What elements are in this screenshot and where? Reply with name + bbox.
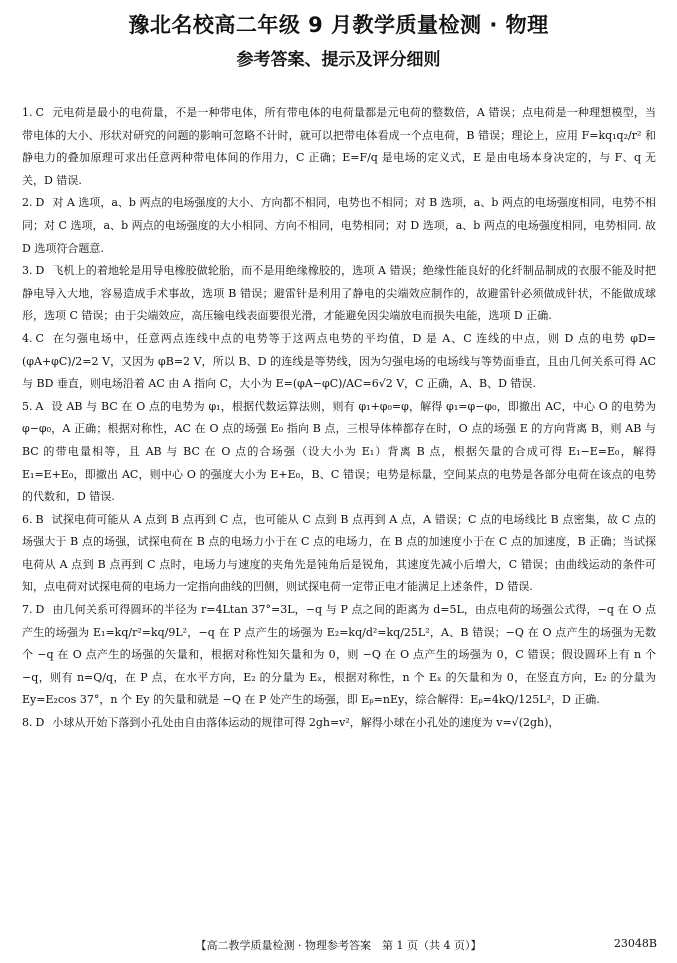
question-7 [22,599,656,712]
footer-label: 【高二教学质量检测 · 物理参考答案 第 1 页（共 4 页）】 [195,939,482,952]
question-number: 2. [22,196,33,210]
question-explanation: 试探电荷可能从 A 点到 B 点再到 C 点，也可能从 C 点到 B 点再到 A 点，A 错误；C 点的电场线比 B 点密集，故 C 点的场强大于 B 点的场强，试探电荷在 B 点的电场力小于在 C 点的电场力，在 B 点的加速度小于在 C 点的加速度，B 正确；当试探电荷从 A 点到 B 点再到 C 点时，电场力与速度的夹角先是钝角后是锐角，其速度先减小后增大，C 错误；由曲线运动的条件可知，点电荷对试探电荷的电场力一定指向曲线的凹侧，则试探电荷一定带正电才能满足上述条件，D 错误. [22,512,656,594]
question-answer: D [35,716,45,730]
question-answer: C [35,331,44,345]
question-number: 5. [22,399,33,413]
question-1 [22,102,656,192]
question-answer: A [35,399,44,413]
question-number: 4. [22,331,33,345]
question-answer: D [35,264,45,278]
question-4 [22,328,656,396]
question-number: 7. [22,603,33,617]
question-explanation: 在匀强电场中，任意两点连线中点的电势等于这两点电势的平均值，D 是 A、C 连线的中点，则 D 点的电势 φD=(φA+φC)/2=2 V，又因为 φB=2 V，所以 B、D 的连线是等势线，因为匀强电场的电场线与等势面垂直，且由几何关系可得 AC 与 BD 垂直，则电场沿着 AC 由 A 指向 C，大小为 E=(φA−φC)/AC=6√2 V，C 正确，A、B、D 错误. [22,331,656,391]
question-2 [22,192,656,260]
question-number: 1. [22,106,33,119]
footer-code: 23048B [613,937,657,950]
page-title: 豫北名校高二年级 9 月教学质量检测 · 物理 [128,13,549,37]
answer-list [22,102,656,735]
question-3 [22,260,656,328]
question-explanation: 设 AB 与 BC 在 O 点的电势为 φ₁，根据代数运算法则，则有 φ₁+φ₀=φ，解得 φ₁=φ−φ₀，即撤出 AC，中心 O 的电势为 φ−φ₀，A 正确；根据对称性，AC 在 O 点的场强 E₀ 指向 B 点，三根导体棒都存在时，O 点的场强 E 的方向背离 B，则 AB 与 BC 的带电量相等，且 AB 与 BC 在 O 点的合场强（设大小为 E₁）背离 B 点，根据矢量的合成可得 E₁−E=E₀，解得 E₁=E+E₀，即撤出 AC，则中心 O 的强度大小为 E+E₀，B、C 错误；电势是标量，空间某点的电势是各部分电荷在该点的电势的代数和，D 错误. [22,399,656,504]
question-number: 3. [22,264,33,278]
page-subtitle: 参考答案、提示及评分细则 [236,50,441,70]
question-answer: B [35,512,44,526]
question-number: 6. [22,512,33,526]
question-explanation: 元电荷是最小的电荷量，不是一种带电体，所有带电体的电荷量都是元电荷的整数倍，A 错误；点电荷是一种理想模型，当带电体的大小、形状对研究的问题的影响可忽略不计时，就可以把带电体看成一个点电荷，B 错误；理论上，应用 F=kq₁q₂/r² 和静电力的叠加原理可求出任意两种带电体间的作用力，C 正确；E=F/q 是电场的定义式，E 是由电场本身决定的，与 F、q 无关，D 错误. [22,106,656,187]
question-8 [22,712,656,735]
question-explanation: 由几何关系可得圆环的半径为 r=4Ltan 37°=3L，−q 与 P 点之间的距离为 d=5L，由点电荷的场强公式得，−q 在 O 点产生的场强为 E₁=kq/r²=kq/9L²，−q 在 P 点产生的场强为 E₂=kq/d²=kq/25L²，A、B 错误；−Q 在 O 点产生的场强为无数个 −q 在 O 点产生的场强的矢量和，根据对称性知矢量和为 0，则 −Q 在 O 点产生的场强为 0，C 错误；假设圆环上有 n 个 −q，则有 n=Q/q，在 P 点，在水平方向，E₂ 的分量为 Eₓ，根据对称性，n 个 Eₓ 的矢量和为 0，在竖直方向，E₂ 的分量为 Ey=E₂cos 37°，n 个 Ey 的矢量和就是 −Q 在 P 处产生的场强，即 Eₚ=nEy，综合解得：Eₚ=4kQ/125L²，D 正确. [22,603,656,707]
question-answer: C [35,106,44,119]
question-explanation: 小球从开始下落到小孔处由自由落体运动的规律可得 2gh=v²，解得小球在小孔处的速度为 v=√(2gh)， [52,716,560,730]
question-explanation: 对 A 选项，a、b 两点的电场强度的大小、方向都不相同，电势也不相同；对 B 选项，a、b 两点的电场强度相同，电势不相同；对 C 选项，a、b 两点的电场强度的大小相同、方向不相同，电势相同；对 D 选项，a、b 两点的电场强度相同，电势相同. 故 D 选项符合题意. [22,196,656,255]
question-6 [22,509,656,599]
question-answer: D [35,603,45,617]
question-5 [22,396,656,509]
question-number: 8. [22,716,33,730]
question-explanation: 飞机上的着地轮是用导电橡胶做轮胎，而不是用绝缘橡胶的，选项 A 错误；绝缘性能良好的化纤制品制成的衣服不能及时把静电导入大地，容易造成手术事故，选项 B 错误；避雷针是利用了静电的尖端效应制作的，故避雷针必须做成针状，不能做成球形，选项 C 错误；由于尖端效应，高压输电线表面要很光滑，才能避免因尖端放电而损失电能，选项 D 正确. [22,264,656,323]
question-answer: D [35,196,45,210]
